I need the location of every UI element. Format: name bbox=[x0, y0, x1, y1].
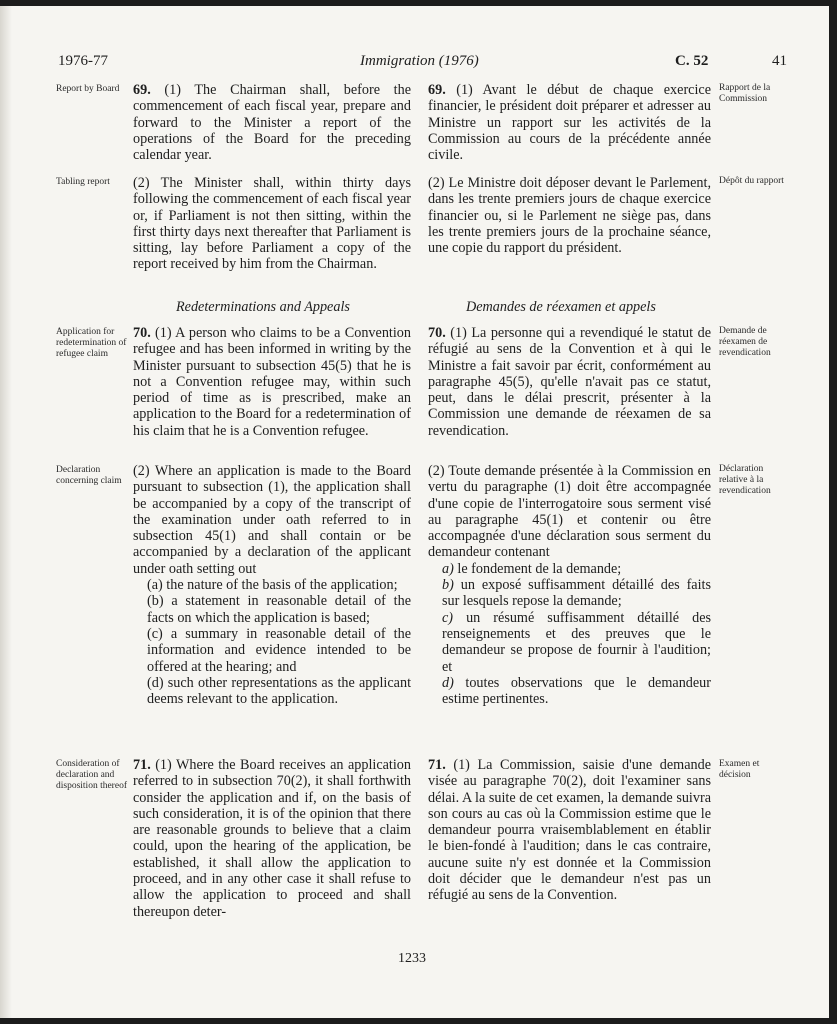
section-number: 69. bbox=[428, 82, 446, 98]
page-number: 41 bbox=[772, 53, 787, 69]
paragraph-mark: a) bbox=[442, 560, 454, 577]
paragraph-a bbox=[428, 561, 711, 577]
margin-note-examen: Examen et décision bbox=[719, 759, 760, 780]
heading-demandes: Demandes de réexamen et appels bbox=[466, 299, 656, 315]
section-text: (1) A person who claims to be a Convention refugee and has been informed in writing by the Minister pursuant to subsection 45(5) that he is not a Convention refugee may, within such period of time as is prescribed, make an application to the Board for a redetermination of his claim that he is a Convention refugee. bbox=[133, 325, 411, 439]
section-number: 70. bbox=[133, 325, 151, 341]
statute-page bbox=[0, 6, 829, 1018]
fr-section-69-1 bbox=[428, 82, 711, 163]
margin-note-application-redetermination: Application for redetermination of refugee claim bbox=[56, 327, 127, 359]
margin-note-report-by-board: Report by Board bbox=[56, 84, 120, 94]
section-text: (1) Avant le début de chaque exercice financier, le président doit préparer et adresser au Ministre un rapport sur les activités de la Commission au cours de la précédente année civile. bbox=[428, 82, 712, 164]
section-number: 71. bbox=[428, 757, 446, 773]
paragraph-mark: c) bbox=[442, 609, 454, 626]
paragraph-d bbox=[428, 675, 711, 708]
section-text: (1) The Chairman shall, before the commencement of each fiscal year, prepare and forward to the Minister a report of the operations of the Board for the preceding calendar year. bbox=[133, 82, 412, 164]
paragraph-d bbox=[133, 675, 411, 708]
act-title: Immigration (1976) bbox=[360, 53, 479, 69]
fr-section-70-2 bbox=[428, 463, 711, 707]
chapter-number: C. 52 bbox=[675, 53, 709, 69]
en-section-71-1 bbox=[133, 757, 411, 920]
paragraph-text: toutes observations que le demandeur estime pertinentes. bbox=[442, 674, 711, 708]
paragraph-b bbox=[133, 593, 411, 626]
section-number: 69. bbox=[133, 82, 151, 98]
section-text: (2) The Minister shall, within thirty days following the commencement of each fiscal year or, if Parliament is not then sitting, within the first thirty days next thereafter that Parliament is sitting, lay before Parliament a copy of the report received by him from the Chairman. bbox=[133, 175, 411, 273]
paragraph-text: le fondement de la demande; bbox=[457, 560, 622, 577]
section-text: (1) La personne qui a revendiqué le statut de réfugié au sens de la Convention et à qui le Ministre a fait savoir par écrit, conformément au paragraphe 45(5), qu'elle n'avait pas ce statut, peut, dans le délai prescrit, présenter à la Commission une demande de réexamen de sa revendication. bbox=[428, 325, 712, 439]
session-year: 1976-77 bbox=[58, 53, 108, 69]
paragraph-text: a statement in reasonable detail of the facts on which the application is based; bbox=[147, 593, 411, 626]
section-number: 70. bbox=[428, 325, 446, 341]
fr-section-70-1 bbox=[428, 325, 711, 439]
paragraph-b bbox=[428, 577, 711, 610]
margin-note-declaration-claim: Declaration concerning claim bbox=[56, 465, 122, 486]
paragraph-mark: (b) bbox=[147, 593, 164, 610]
paragraph-mark: (c) bbox=[147, 625, 163, 642]
fr-section-69-2 bbox=[428, 175, 711, 256]
paragraph-c bbox=[428, 610, 711, 675]
paragraph-text: the nature of the basis of the application; bbox=[166, 577, 398, 594]
section-text: (2) Le Ministre doit déposer devant le Parlement, dans les trente premiers jours de chaque exercice financier ou, si le Parlement ne siège pas, dans les trente premiers jours de la prochaine séance, une copie du rapport du président. bbox=[428, 175, 711, 257]
paragraph-mark: (d) bbox=[147, 674, 164, 691]
paragraph-text: a summary in reasonable detail of the information and evidence intended to be offered at the hearing; and bbox=[147, 625, 411, 675]
paragraph-mark: b) bbox=[442, 577, 454, 594]
margin-note-declaration: Déclaration relative à la revendication bbox=[719, 464, 771, 496]
margin-note-tabling-report: Tabling report bbox=[56, 177, 110, 187]
paragraph-text: such other representations as the applicant deems relevant to the application. bbox=[147, 674, 412, 708]
heading-redeterminations: Redeterminations and Appeals bbox=[176, 299, 350, 315]
paragraph-text: un résumé suffisamment détaillé des renseignements et des preuves que le demandeur se propose de fournir à l'audition; et bbox=[442, 609, 712, 675]
en-section-69-1 bbox=[133, 82, 411, 163]
section-text: (2) Toute demande présentée à la Commission en vertu du paragraphe (1) doit être accompagnée d'une copie de l'interrogatoire sous serment visé au paragraphe 45(1) et contenir ou être accompagnée d'une déclaration sous serment du demandeur contenant bbox=[428, 463, 711, 561]
en-section-70-2 bbox=[133, 463, 411, 707]
margin-note-depot: Dépôt du rapport bbox=[719, 176, 784, 186]
paragraph-a bbox=[133, 577, 411, 593]
en-section-69-2 bbox=[133, 175, 411, 273]
section-number: 71. bbox=[133, 757, 151, 773]
paragraph-c bbox=[133, 626, 411, 675]
margin-note-rapport: Rapport de la Commission bbox=[719, 83, 771, 104]
folio-number: 1233 bbox=[398, 951, 426, 966]
margin-note-demande-reexamen: Demande de réexamen de revendication bbox=[719, 326, 771, 358]
margin-note-consideration: Consideration of declaration and disposition thereof bbox=[56, 759, 127, 791]
en-section-70-1 bbox=[133, 325, 411, 439]
page-spine-shadow bbox=[0, 6, 12, 1018]
paragraph-text: un exposé suffisamment détaillé des faits sur lesquels repose la demande; bbox=[442, 577, 711, 610]
paragraph-mark: d) bbox=[442, 674, 454, 691]
section-text: (1) Where the Board receives an application referred to in subsection 70(2), it shall forthwith consider the application and if, on the basis of such consideration, it is of the opinion that there are reasonable grounds to believe that a claim could, upon the hearing of the application, be established, it shall allow the application to proceed, and in any other case it shall refuse to allow the application to proceed and shall thereupon deter- bbox=[133, 757, 411, 920]
section-text: (1) La Commission, saisie d'une demande visée au paragraphe 70(2), doit l'examiner sans délai. A la suite de cet examen, la demande suivra son cours au cas où la Commission estime que le demandeur pourra vraisemblablement en établir le bien-fondé à l'audition; dans le cas contraire, aucune suite n'y est donnée et la Commission doit décider que le demandeur n'est pas un réfugié au sens de la Convention. bbox=[428, 757, 711, 904]
fr-section-71-1 bbox=[428, 757, 711, 904]
section-text: (2) Where an application is made to the Board pursuant to subsection (1), the application shall be accompanied by a copy of the transcript of the examination under oath referred to in subsection 45(1) and shall contain or be accompanied by a declaration of the applicant under oath setting out bbox=[133, 463, 411, 577]
paragraph-mark: (a) bbox=[147, 577, 163, 594]
